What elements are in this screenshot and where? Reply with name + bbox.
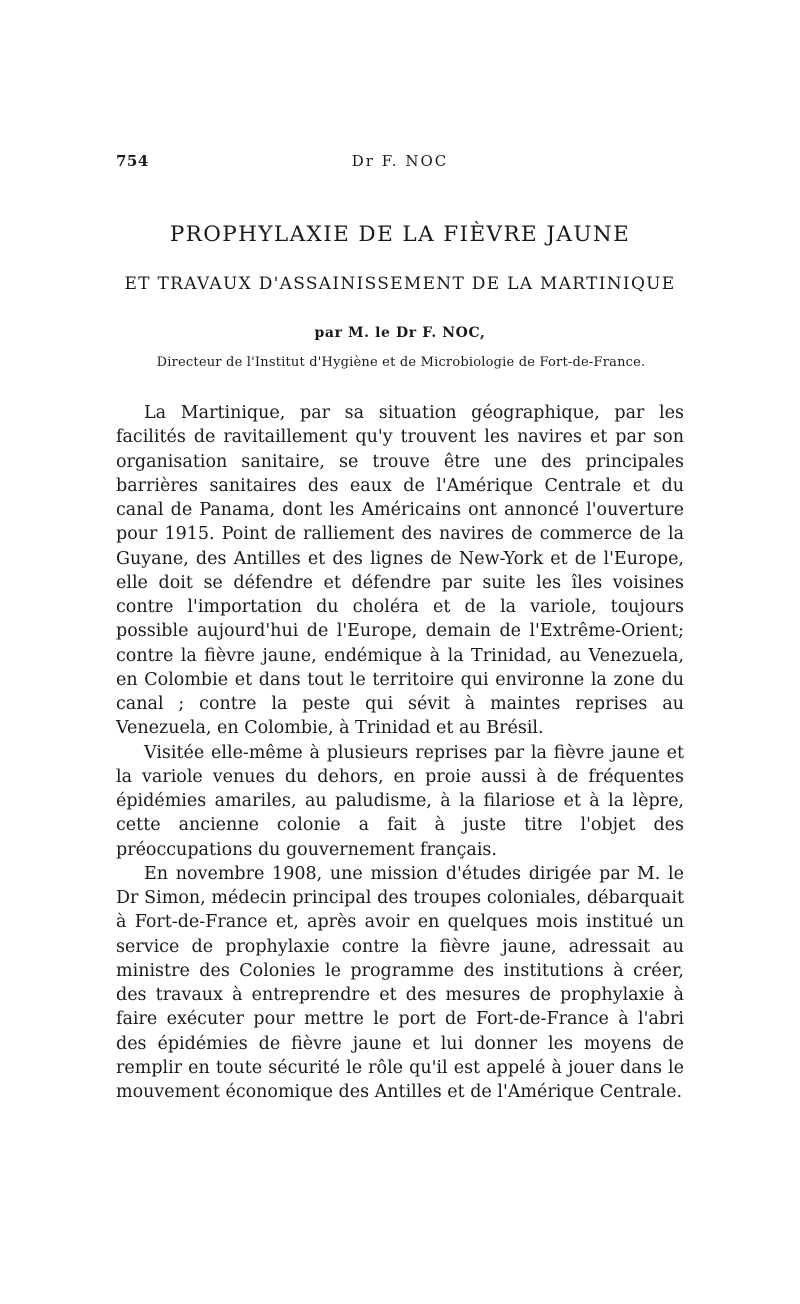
running-title: Dr F. NOC — [351, 152, 449, 170]
page-number: 754 — [116, 152, 149, 170]
running-header — [116, 152, 684, 176]
paragraph-1: La Martinique, par sa situation géographique, par les facilités de ravitaillement qu'y trouvent les navires et par son organisation sanitaire, se trouve être une des principales barrières sanitaires des eaux de l'Amérique Centrale et du canal de Panama, dont les Américains ont annoncé l'ouverture pour 1915. Point de ralliement des navires de commerce de la Guyane, des Antilles et des lignes de New-York et de l'Europe, elle doit se défendre et défendre par suite les îles voisines contre l'importation du choléra et de la variole, toujours possible aujourd'hui de l'Europe, demain de l'Extrême-Orient; contre la fièvre jaune, endémique à la Trinidad, au Venezuela, en Colombie et dans tout le territoire qui environne la zone du canal ; contre la peste qui sévit à maintes reprises au Venezuela, en Colombie, à Trinidad et au Brésil. — [116, 403, 684, 739]
article-title: PROPHYLAXIE DE LA FIÈVRE JAUNE — [169, 222, 631, 247]
paragraph-2: Visitée elle-même à plusieurs reprises par la fièvre jaune et la variole venues du dehors, en proie aussi à de fréquentes épidémies amariles, au paludisme, à la filariose et à la lèpre, cette ancienne colonie a fait à juste titre l'objet des préoccupations du gouvernement français. — [116, 742, 684, 860]
author-affiliation: Directeur de l'Institut d'Hygiène et de Microbiologie de Fort-de-France. — [156, 355, 646, 370]
article-subtitle: ET TRAVAUX D'ASSAINISSEMENT DE LA MARTINIQUE — [124, 274, 676, 294]
article-body — [116, 401, 684, 1104]
paragraph-3: En novembre 1908, une mission d'études dirigée par M. le Dr Simon, médecin principal des troupes coloniales, débarquait à Fort-de-France et, après avoir en quelques mois institué un service de prophylaxie contre la fièvre jaune, adressait au ministre des Colonies le programme des institutions à créer, des travaux à entreprendre et des mesures de prophylaxie à faire exécuter pour mettre le port de Fort-de-France à l'abri des épidémies de fièvre jaune et lui donner les moyens de remplir en toute sécurité le rôle qu'il est appelé à jouer dans le mouvement économique des Antilles et de l'Amérique Centrale. — [116, 863, 684, 1102]
author-byline: par M. le Dr F. NOC, — [314, 325, 486, 341]
